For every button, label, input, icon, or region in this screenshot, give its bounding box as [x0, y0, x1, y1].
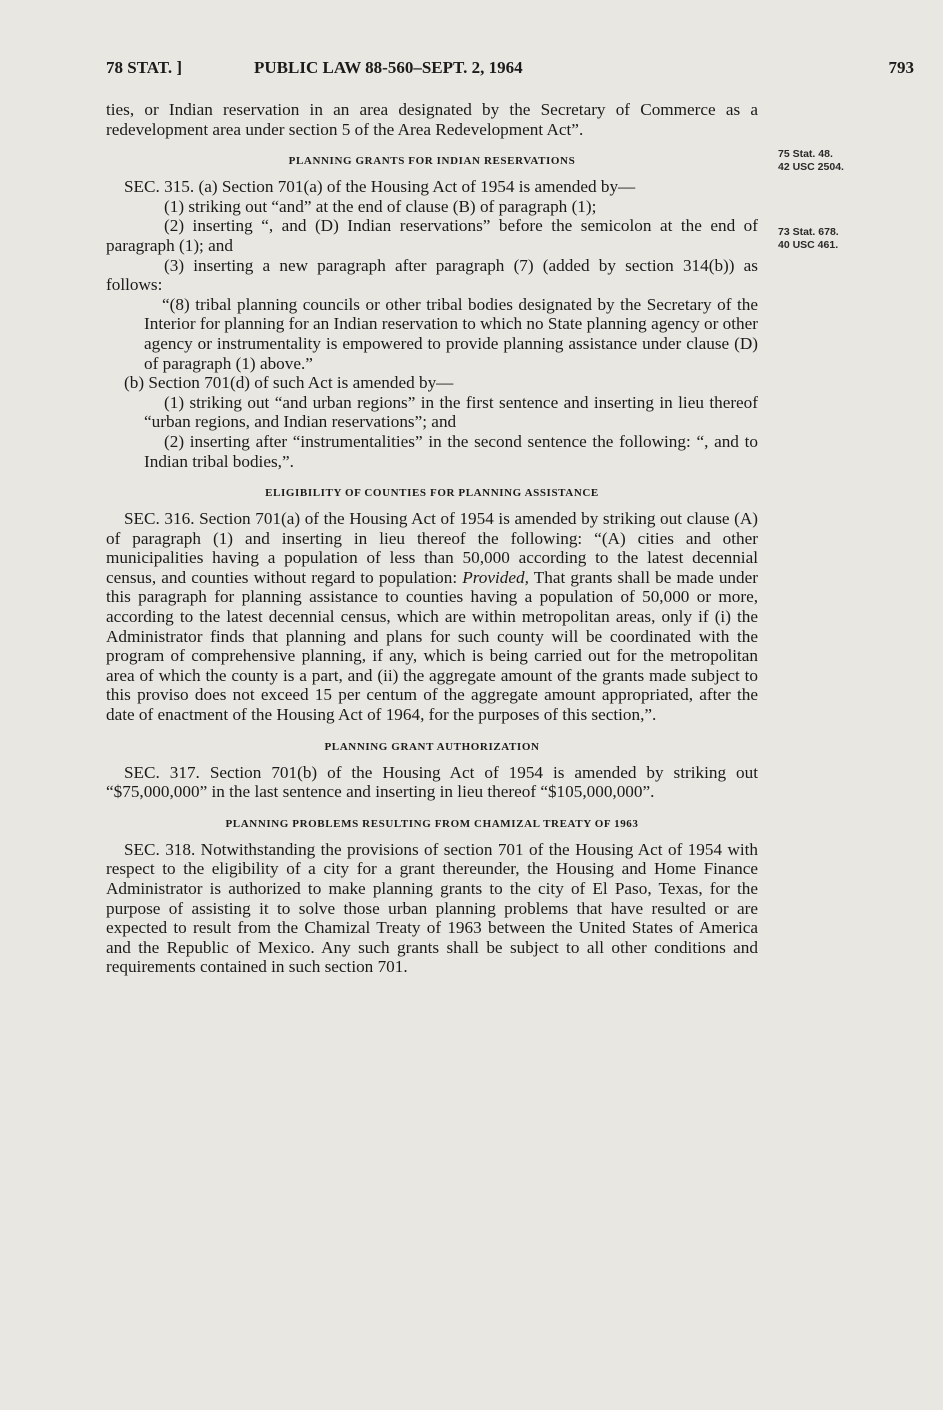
margin-note-line: 73 Stat. 678. — [778, 226, 839, 238]
margin-note-1 — [778, 148, 898, 174]
section-heading: ELIGIBILITY OF COUNTIES FOR PLANNING ASSISTANCE — [265, 487, 599, 500]
section-heading: PLANNING GRANTS FOR INDIAN RESERVATIONS — [288, 155, 576, 168]
clause: (1) striking out “and” at the end of clause (B) of paragraph (1); — [164, 196, 597, 216]
clause: (2) inserting “, and (D) Indian reservations” before the semicolon at the end of paragraph (1); and — [106, 216, 758, 255]
clause: (1) striking out “and urban regions” in the first sentence and inserting in lieu thereof “urban regions, and Indian reservations”; and — [144, 392, 758, 432]
section-315-intro: SEC. 315. (a) Section 701(a) of the Housing Act of 1954 is amended by— — [124, 177, 636, 197]
clause: (3) inserting a new paragraph after paragraph (7) (added by section 314(b)) as follows: — [106, 255, 758, 295]
section-heading: PLANNING GRANT AUTHORIZATION — [324, 740, 540, 753]
statute-body — [106, 100, 758, 977]
margin-note-line: 40 USC 461. — [778, 239, 839, 251]
section-316-text-a: SEC. 316. Section 701(a) of the Housing Act of 1954 is amended by striking out clause (A) of paragraph (1) and inserting in lieu thereof the following: “(A) cities and other municipalities having a population of less than 50,000 according to the latest decennial census, and counties without regard to population: — [106, 509, 758, 587]
margin-note-line: 75 Stat. 48. — [778, 148, 833, 160]
margin-note-line: 42 USC 2504. — [778, 161, 844, 173]
section-316-text-b: That grants shall be made under this paragraph for planning assistance to counties having a population of 50,000 or more, according to the latest decennial census, which are within metropolitan areas, only if (i) the Administrator finds that planning and plans for such county will be coordinated with the program of comprehensive planning, if any, which is being carried out for the metropolitan area of which the county is a part, and (ii) the aggregate amount of the grants made subject to this proviso does not exceed 15 per centum of the aggregate amount appropriated, after the date of enactment of the Housing Act of 1964, for the purposes of this section,”. — [106, 567, 758, 725]
quoted-paragraph: “(8) tribal planning councils or other tribal bodies designated by the Secretary of the Interior for planning for an Indian reservation to which no State planning agency or other agency or instrumentality is empowered to provide planning assistance under clause (D) of paragraph (1) above.” — [144, 294, 758, 373]
section-316 — [106, 509, 758, 725]
page-number: 793 — [888, 58, 914, 77]
margin-note-2 — [778, 226, 898, 252]
clause: (2) inserting after “instrumentalities” in the second sentence the following: “, and to Indian tribal bodies,”. — [144, 431, 758, 471]
section-315-b: (b) Section 701(d) of such Act is amended by— — [124, 373, 454, 393]
section-317: SEC. 317. Section 701(b) of the Housing Act of 1954 is amended by striking out “$75,000,000” in the last sentence and inserting in lieu thereof “$105,000,000”. — [106, 762, 758, 802]
section-318: SEC. 318. Notwithstanding the provisions of section 701 of the Housing Act of 1954 with respect to the eligibility of a city for a grant thereunder, the Housing and Home Finance Administrator is authorized to make planning grants to the city of El Paso, Texas, for the purpose of assisting it to solve those urban planning problems that have resulted or are expected to result from the Chamizal Treaty of 1963 between the United States of America and the Republic of Mexico. Any such grants shall be subject to all other conditions and requirements contained in such section 701. — [106, 839, 758, 977]
provided-term: Provided, — [462, 567, 529, 587]
page-header — [106, 58, 914, 82]
running-title: PUBLIC LAW 88-560–SEPT. 2, 1964 — [254, 58, 523, 77]
volume-citation: 78 STAT. ] — [106, 58, 183, 77]
section-heading: PLANNING PROBLEMS RESULTING FROM CHAMIZAL TREATY OF 1963 — [225, 817, 639, 830]
continuation-paragraph: ties, or Indian reservation in an area designated by the Secretary of Commerce as a redevelopment area under section 5 of the Area Redevelopment Act”. — [106, 100, 758, 139]
